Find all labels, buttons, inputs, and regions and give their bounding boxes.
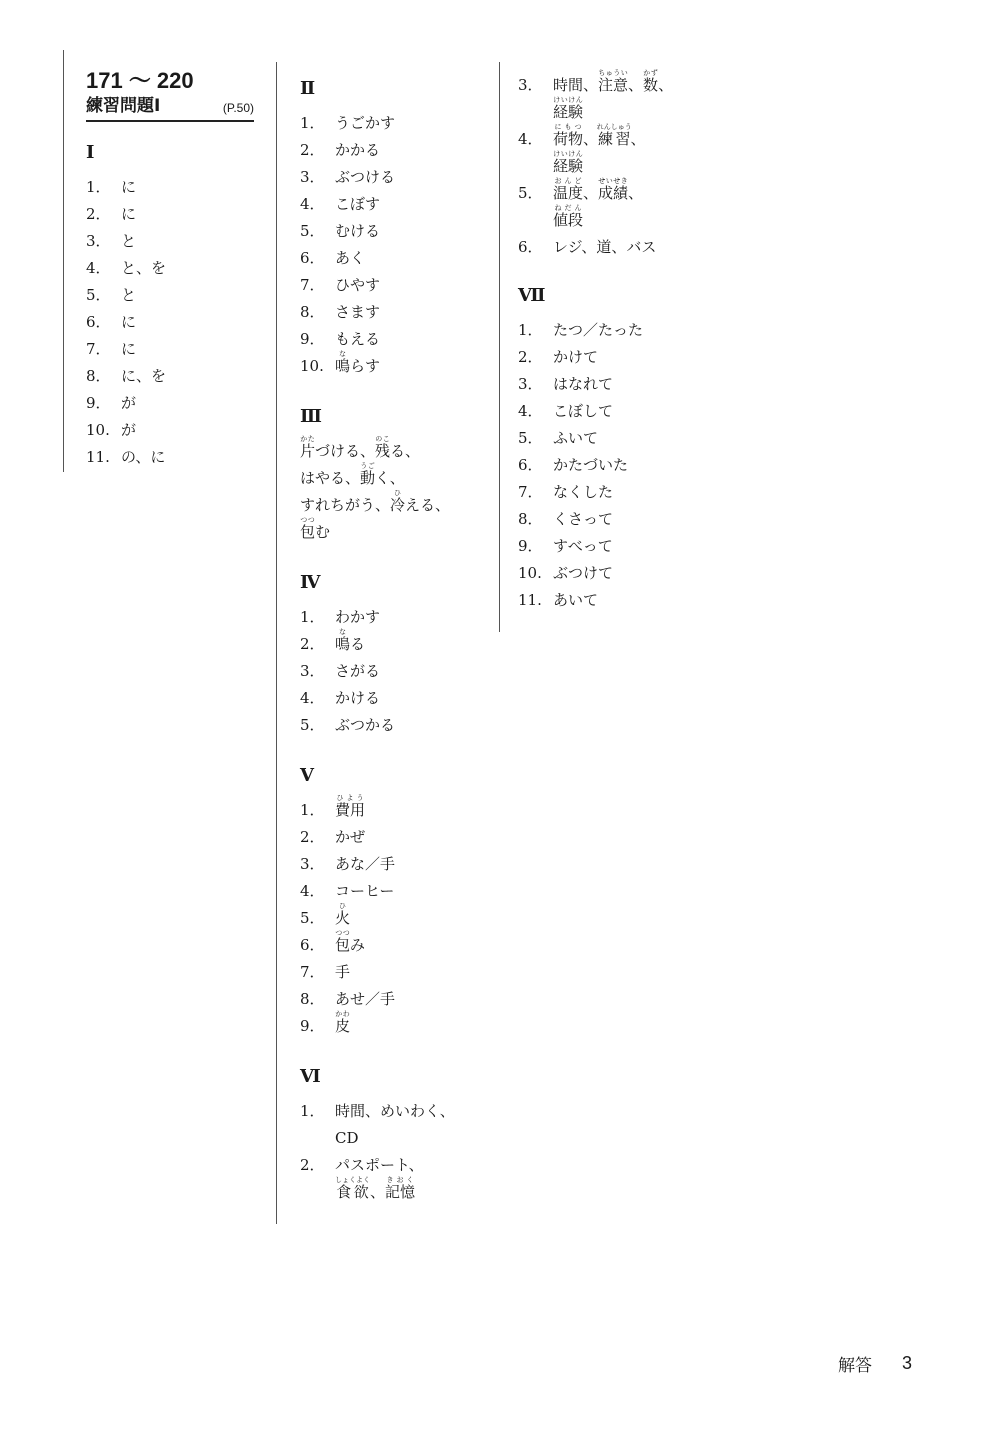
answer-item [86,278,266,305]
item-answer: たつ／たった [553,321,644,339]
answer-text: CD [335,1129,359,1147]
item-number: 3． [300,855,325,873]
answer-item [300,322,490,349]
ruby-word [390,489,405,515]
answer-text: 、 [370,1183,386,1201]
ruby-word [335,350,351,375]
answer-item [518,583,718,610]
kanji: 包 [335,936,351,954]
page-reference: (P.50) [222,101,254,115]
answer-text: 、 [583,184,599,202]
answer-item [518,176,718,203]
item-answer: こぼす [335,195,381,213]
answer-item [86,386,266,413]
item-number: 3． [300,662,325,680]
kanji: 荷物 [553,130,584,148]
item-answer [335,628,365,654]
answer-item [300,793,490,820]
answer-item [86,305,266,332]
item-answer: はなれて [553,375,614,393]
answer-item [300,681,490,708]
answer-item [518,394,718,421]
kanji: 片 [300,442,316,460]
ruby-word [553,96,583,122]
item-number: 2． [86,205,111,223]
ruby-word [553,150,583,176]
answer-item [300,133,490,160]
item-number: 10. [86,421,110,439]
answer-text: すれちがう、 [300,496,391,514]
furigana: つつ [335,929,351,937]
item-answer: もえる [335,330,381,348]
item-number: 11. [86,448,110,466]
okurigana: み [350,936,366,954]
item-answer: うごかす [335,114,396,132]
ruby-word [553,177,584,202]
answer-line [300,515,490,542]
answer-line [300,461,490,488]
item-answer: と [121,286,137,304]
answer-item [300,874,490,901]
item-number: 7． [86,340,111,358]
furigana: きおく [385,1176,416,1184]
answer-continuation [518,149,718,176]
answer-text: レジ、道、バス [553,238,657,256]
column-rule-right [499,62,500,632]
page-number: 3 [902,1352,913,1373]
section-6-continued [518,68,718,257]
item-number: 2． [300,141,325,159]
item-number: 5． [518,429,543,447]
item-number: 2． [300,1156,325,1174]
answer-line [300,488,490,515]
furigana: けいけん [553,150,584,158]
kanji: 記憶 [385,1183,416,1201]
item-number: 3． [518,76,543,94]
exercise-title-row [86,95,254,122]
furigana: な [335,350,350,358]
answer-item [518,529,718,556]
item-number: 10. [518,564,542,582]
item-number: 3． [86,232,111,250]
answer-item [300,820,490,847]
answer-item [300,955,490,982]
furigana: つつ [300,516,316,524]
item-number: 4． [518,130,543,148]
item-number: 4． [518,402,543,420]
ruby-word [375,435,390,461]
item-number: 6． [86,313,111,331]
item-answer [335,794,365,820]
item-number: 2． [300,635,325,653]
item-answer: コーヒー [335,882,395,900]
kanji: 皮 [335,1017,351,1035]
ruby-word [335,929,351,954]
item-answer [553,69,673,95]
answer-item [300,214,490,241]
item-answer: あせ／手 [335,990,396,1008]
answer-continuation [518,203,718,230]
section-label: Ⅴ [300,765,314,786]
item-answer [335,1101,455,1121]
answer-text: む [315,523,331,541]
answer-item [300,268,490,295]
answer-item [300,1094,490,1121]
item-answer: に [121,178,137,196]
ruby-word [553,204,583,230]
column-1 [86,68,266,467]
item-number: 5． [86,286,111,304]
column-3 [518,68,718,610]
item-answer: ぶつかる [335,716,396,734]
answer-item [300,106,490,133]
item-answer: かけて [553,348,599,366]
item-number: 9． [518,537,543,555]
answer-item [518,502,718,529]
item-number: 4． [86,259,111,277]
answer-continuation [518,95,718,122]
section-label: Ⅱ [300,78,316,99]
ruby-word [335,1010,351,1035]
answer-item [86,251,266,278]
furigana: ひ [390,489,406,497]
answer-item [518,556,718,583]
item-number: 1． [518,321,543,339]
kanji: 冷 [390,496,406,514]
kanji: 成績 [598,184,629,202]
item-number: 6． [518,238,543,256]
item-number: 2． [518,348,543,366]
item-number: 1． [300,1102,325,1120]
item-number: 8． [518,510,543,528]
answer-item [86,332,266,359]
answer-item [300,982,490,1009]
item-number: 7． [518,483,543,501]
item-answer: と [121,232,137,250]
kanji: 経験 [553,157,584,175]
furigana: な [335,628,350,636]
answer-item [86,224,266,251]
section-label: Ⅵ [300,1066,321,1087]
section-label: Ⅰ [86,142,95,163]
item-answer: さます [335,303,381,321]
furigana: ひよう [335,794,366,802]
item-answer [335,1010,350,1036]
item-answer: なくした [553,483,614,501]
answer-text: 、 [630,130,646,148]
column-2 [300,76,490,1202]
answer-item [518,230,718,257]
answer-text: はやる、 [300,469,361,487]
furigana: にもつ [553,123,584,131]
item-answer: に [121,313,137,331]
item-answer: ひやす [335,276,381,294]
ruby-word [300,435,315,461]
answer-item [86,359,266,386]
answer-text: える、 [405,496,451,514]
item-answer: と、を [121,259,167,277]
item-number: 11. [518,591,542,609]
item-number: 3． [300,168,325,186]
ruby-word [335,902,351,927]
item-number: 4． [300,195,325,213]
section-5 [300,763,490,1036]
item-number: 5． [300,222,325,240]
answer-item [518,122,718,149]
item-answer: に [121,340,137,358]
item-number: 1． [300,608,325,626]
section-4 [300,570,490,735]
answer-text: る、 [390,442,421,460]
answer-item [86,170,266,197]
item-answer: に、を [121,367,167,385]
furigana: せいせき [598,177,629,185]
ruby-word [300,516,315,542]
section-label: Ⅳ [300,572,321,593]
item-number: 1． [300,801,325,819]
item-number: 7． [300,276,325,294]
item-answer: ふいて [553,429,599,447]
item-answer [553,123,646,149]
kanji: 数 [643,76,659,94]
furigana: ちゅうい [598,69,629,77]
kanji: 温度 [553,184,584,202]
answer-item [300,600,490,627]
answer-item [518,313,718,340]
answer-text: 、 [628,184,644,202]
kanji: 練習 [596,130,632,148]
ruby-word [553,123,584,148]
item-number: 8． [300,990,325,1008]
answer-item [300,187,490,214]
footer-label: 解答 [838,1355,872,1376]
answer-text: 、 [628,76,644,94]
item-number: 3． [518,375,543,393]
answer-item [300,349,490,376]
answer-text: 時間、 [553,76,599,94]
item-number: 9． [300,1017,325,1035]
answer-item [300,708,490,735]
answer-continuation [300,1175,490,1202]
item-answer: が [121,421,137,439]
column-rule-middle [276,62,277,1224]
kanji: 値段 [553,211,584,229]
range-heading: 171 ～ 220 [86,68,194,93]
item-answer [335,350,380,376]
item-answer [335,1155,424,1175]
answer-item [86,413,266,440]
kanji: 動 [360,469,376,487]
answer-item [300,295,490,322]
okurigana: る [350,635,366,653]
ruby-word [335,794,366,819]
kanji: 鳴 [335,635,351,653]
item-number: 4． [300,882,325,900]
kanji: 火 [335,909,351,927]
item-answer [335,929,365,955]
item-answer: すべって [553,537,613,555]
exercise-title: 練習問題Ⅰ [86,96,161,116]
kanji: 費用 [335,801,366,819]
item-answer: の、に [121,448,166,466]
item-answer: わかす [335,608,381,626]
ruby-word [643,69,659,94]
ruby-word [335,1176,370,1202]
section-label: Ⅶ [518,285,546,306]
section-label: Ⅲ [300,406,322,427]
item-answer: かたづいた [553,456,629,474]
furigana: かた [300,435,316,443]
section-3 [300,404,490,542]
item-answer: に [121,205,137,223]
answer-text: 、 [658,76,674,94]
answer-item [300,1009,490,1036]
item-answer: あいて [553,591,599,609]
ruby-word [596,123,632,148]
answer-text: 、 [583,130,599,148]
section-7 [518,283,718,610]
furigana: れんしゅう [596,123,632,131]
item-answer: あく [335,249,366,267]
item-answer: かぜ [335,828,366,846]
kanji: 鳴 [335,357,351,375]
item-number: 6． [300,249,325,267]
answer-item [518,421,718,448]
item-number: 7． [300,963,325,981]
answer-item [300,627,490,654]
furigana: ねだん [553,204,584,212]
answer-text: 時間、めいわく、 [335,1102,455,1120]
item-number: 8． [300,303,325,321]
answer-text: く、 [375,469,405,487]
kanji: 食欲 [335,1183,370,1201]
page-footer [838,1350,958,1376]
item-number: 9． [300,330,325,348]
item-number: 6． [300,936,325,954]
answer-item [518,340,718,367]
item-number: 8． [86,367,111,385]
item-number: 5． [300,909,325,927]
item-answer [335,902,350,928]
answer-text: づける、 [315,442,376,460]
answer-text: パスポート、 [335,1156,424,1174]
kanji: 残 [375,442,391,460]
item-answer [553,177,643,203]
item-number: 4． [300,689,325,707]
section-1 [86,140,266,467]
item-answer: こぼして [553,402,614,420]
answer-item [518,367,718,394]
item-answer: ぶつける [335,168,396,186]
item-number: 2． [300,828,325,846]
item-number: 10. [300,357,324,375]
item-answer: むける [335,222,381,240]
ruby-word [360,462,375,488]
item-answer: かける [335,689,381,707]
answer-item [300,847,490,874]
answer-item [300,160,490,187]
answer-item [86,197,266,224]
item-answer: あな／手 [335,855,396,873]
kanji: 経験 [553,103,584,121]
answer-line [300,434,490,461]
furigana: けいけん [553,96,584,104]
section-6 [300,1064,490,1202]
item-number: 1． [300,114,325,132]
item-number: 5． [300,716,325,734]
okurigana: らす [350,357,381,375]
item-number: 5． [518,184,543,202]
item-answer: ぶつけて [553,564,614,582]
answer-item [300,1148,490,1175]
item-number: 9． [86,394,111,412]
item-answer: くさって [553,510,614,528]
item-answer: かかる [335,141,381,159]
ruby-word [598,69,629,94]
furigana: ひ [335,902,350,910]
item-answer [553,237,656,257]
answer-item [518,68,718,95]
section-2 [300,76,490,376]
column-rule-left [63,50,64,472]
item-answer: 手 [335,963,351,981]
ruby-word [598,177,629,202]
answer-item [518,475,718,502]
answer-item [300,241,490,268]
item-answer: が [121,394,137,412]
furigana: しょくよく [335,1176,370,1184]
ruby-word [335,628,351,653]
kanji: 包 [300,523,316,541]
answer-item [518,448,718,475]
answer-item [300,654,490,681]
kanji: 注意 [598,76,629,94]
answer-item [300,928,490,955]
item-answer: さがる [335,662,381,680]
answer-continuation [300,1121,490,1148]
furigana: かわ [335,1010,351,1018]
furigana: のこ [375,435,391,443]
item-number: 6． [518,456,543,474]
furigana: かず [643,69,659,77]
answer-item [86,440,266,467]
item-number: 1． [86,178,111,196]
furigana: おんど [553,177,584,185]
ruby-word [385,1176,415,1202]
answer-item [300,901,490,928]
furigana: うご [360,462,376,470]
